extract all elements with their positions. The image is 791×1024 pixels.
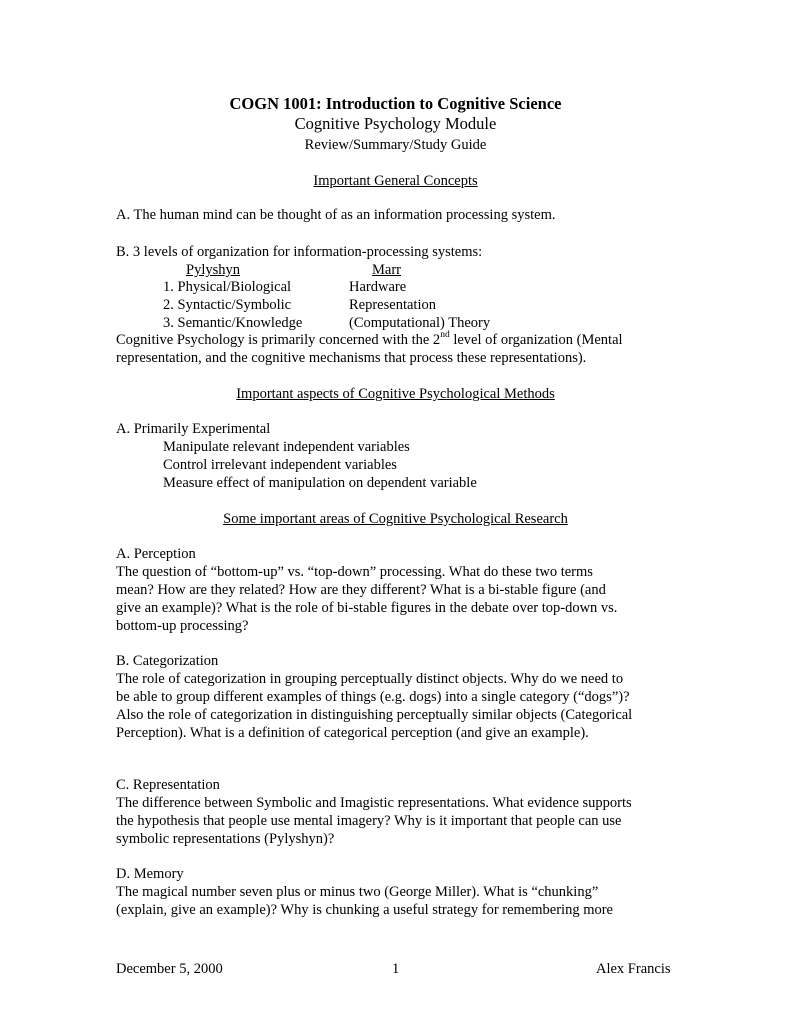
module-title: Cognitive Psychology Module xyxy=(294,114,497,133)
perception-body xyxy=(116,563,686,635)
cogpsych-line-1-post: level of organization (Mental xyxy=(449,332,623,348)
body-line: be able to group different examples of things (e.g. dogs) into a single category (“dogs”)? xyxy=(116,689,630,705)
methods-heading xyxy=(0,385,791,403)
methods-item: Measure effect of manipulation on dependent variable xyxy=(163,475,477,491)
body-line: symbolic representations (Pylyshyn)? xyxy=(116,831,335,847)
ordinal-superscript: nd xyxy=(440,330,450,341)
body-line: mean? How are they related? How are they different? What is a bi-stable figure (and xyxy=(116,582,606,598)
perception-label: A. Perception xyxy=(116,546,196,562)
marr-header: Marr xyxy=(372,262,401,278)
methods-item: Control irrelevant independent variables xyxy=(163,457,397,473)
guide-subtitle: Review/Summary/Study Guide xyxy=(304,137,487,153)
memory-label: D. Memory xyxy=(116,866,184,882)
body-line: Also the role of categorization in distinguishing perceptually similar objects (Categorical xyxy=(116,707,633,723)
footer-date: December 5, 2000 xyxy=(116,961,223,977)
course-title: COGN 1001: Introduction to Cognitive Science xyxy=(229,94,562,113)
level-row-2-left: 2. Syntactic/Symbolic xyxy=(163,297,292,313)
pylyshyn-header: Pylyshyn xyxy=(186,262,240,278)
item-a: A. The human mind can be thought of as an information processing system. xyxy=(116,207,556,223)
body-line: The difference between Symbolic and Imagistic representations. What evidence supports xyxy=(116,795,632,811)
level-row-3-right: (Computational) Theory xyxy=(349,315,491,331)
cogpsych-line-1-pre: Cognitive Psychology is primarily concerned with the 2 xyxy=(116,332,441,348)
body-line: bottom-up processing? xyxy=(116,618,249,634)
item-b: B. 3 levels of organization for information-processing systems: xyxy=(116,244,483,260)
representation-body xyxy=(116,794,686,848)
body-line: the hypothesis that people use mental imagery? Why is it important that people can use xyxy=(116,813,622,829)
general-concepts-heading-text: Important General Concepts xyxy=(313,173,478,189)
methods-heading-text: Important aspects of Cognitive Psychological Methods xyxy=(236,386,555,402)
general-concepts-heading xyxy=(0,172,791,190)
level-row-2-right: Representation xyxy=(349,297,436,313)
cogpsych-line-2: representation, and the cognitive mechanisms that process these representations). xyxy=(116,350,587,366)
footer-author: Alex Francis xyxy=(596,961,671,977)
categorization-label: B. Categorization xyxy=(116,653,219,669)
body-line: The role of categorization in grouping perceptually distinct objects. Why do we need to xyxy=(116,671,624,687)
cogpsych-line-1 xyxy=(116,331,623,349)
categorization-body xyxy=(116,670,686,742)
body-line: Perception). What is a definition of categorical perception (and give an example). xyxy=(116,725,589,741)
footer-page-number: 1 xyxy=(392,961,400,977)
level-row-3-left: 3. Semantic/Knowledge xyxy=(163,315,303,331)
level-row-1-left: 1. Physical/Biological xyxy=(163,279,292,295)
research-heading xyxy=(0,510,791,528)
methods-a-label: A. Primarily Experimental xyxy=(116,421,271,437)
representation-label: C. Representation xyxy=(116,777,220,793)
memory-body xyxy=(116,883,686,919)
methods-item: Manipulate relevant independent variables xyxy=(163,439,410,455)
level-row-1-right: Hardware xyxy=(349,279,407,295)
body-line: give an example)? What is the role of bi-stable figures in the debate over top-down vs. xyxy=(116,600,618,616)
body-line: (explain, give an example)? Why is chunking a useful strategy for remembering more xyxy=(116,902,613,918)
body-line: The magical number seven plus or minus two (George Miller). What is “chunking” xyxy=(116,884,599,900)
research-heading-text: Some important areas of Cognitive Psychological Research xyxy=(223,511,568,527)
body-line: The question of “bottom-up” vs. “top-down” processing. What do these two terms xyxy=(116,564,593,580)
